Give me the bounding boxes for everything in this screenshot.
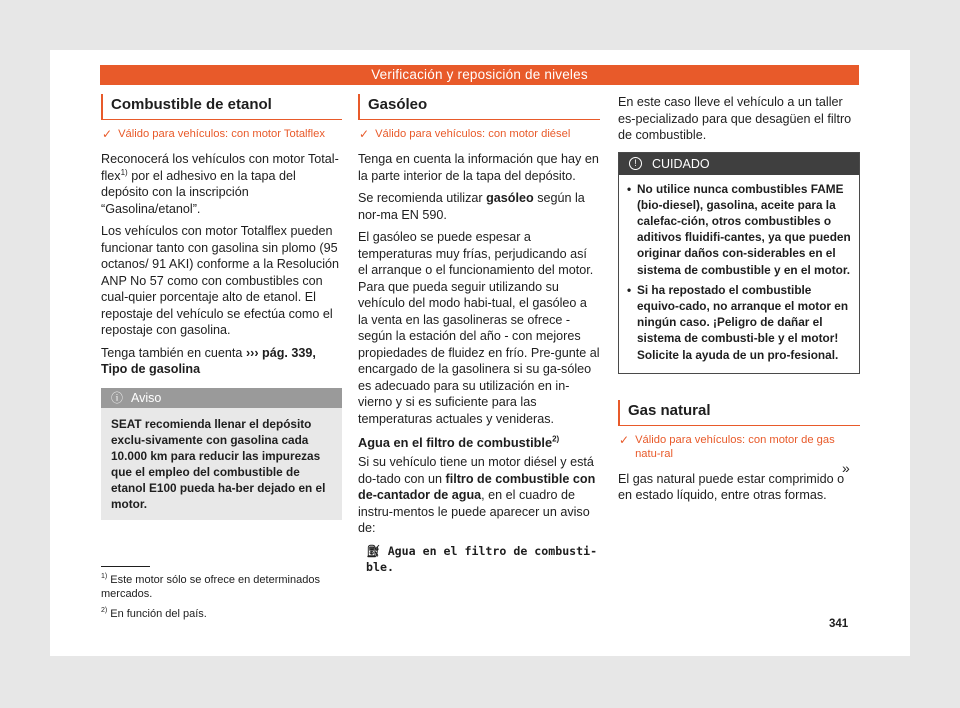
- notice-body: SEAT recomienda llenar el depósito exclu-sivamente con gasolina cada 10.000 km para reducir las impurezas que el empleo del combustible de etanol E100 pueda ha-ber dejado en el motor.: [111, 416, 326, 511]
- paragraph: Se recomienda utilizar gasóleo según la nor-ma EN 590.: [358, 191, 585, 222]
- footnote-divider: [101, 566, 150, 567]
- paragraph: Reconocerá los vehículos con motor Total-flex$^{1)}$ por el adhesivo en la tapa del depósito con la inscripción “Gasolina/etanol”.: [101, 152, 339, 216]
- section-title-gasoleo: Gasóleo: [358, 94, 600, 120]
- paragraph: El gas natural puede estar comprimido o en estado líquido, entre otras formas.: [618, 471, 845, 503]
- caution-header: [619, 153, 859, 175]
- validity-note: [358, 127, 600, 141]
- checkmark-icon: ✓: [102, 127, 113, 141]
- instrument-message: [366, 543, 600, 575]
- validity-note: [618, 433, 860, 461]
- checkmark-icon: ✓: [619, 432, 630, 447]
- caution-icon: !: [629, 157, 642, 170]
- instrument-message-text: Agua en el filtro de combusti-ble.: [366, 543, 598, 574]
- validity-note: [101, 127, 342, 141]
- info-icon: ⓘ: [111, 390, 124, 405]
- column-right: [618, 94, 860, 510]
- column-etanol: [101, 94, 342, 520]
- paragraph: El gasóleo se puede espesar a temperaturas muy frías, perjudicando así el arranque o el funcionamiento del motor. Para que pueda seguir utilizando su vehículo del modo habi-tual, el gasóleo a la venta en las gasolineras se ofrece - según la estación del año - con mejores propiedades de fluidez en frío. Pre-gunte al encargado de la gasolinera si su ga-sóleo es adecuado para su utilización en in-vierno y si es suficiente para las temperaturas actuales y venideras.: [358, 230, 600, 426]
- caution-title: CUIDADO: [652, 156, 710, 171]
- validity-text: Válido para vehículos: con motor de gas natu-ral: [635, 433, 835, 460]
- caution-box: [618, 152, 860, 374]
- fuel-filter-water-icon: ⛽︎: [366, 543, 381, 558]
- section-title-etanol: Combustible de etanol: [101, 94, 342, 120]
- page-reference-link[interactable]: ››› pág. 339, Tipo de gasolina: [101, 345, 316, 376]
- notice-header: [101, 388, 342, 408]
- column-gasoleo: [358, 94, 600, 575]
- caution-item: • No utilice nunca combustibles FAME (bio-diesel), gasolina, aceite para la calefac-ción, otros combustibles o aditivos fluidifi-cantes, ya que pueden originar daños con-siderables en el sistema de combustible y en el motor.: [627, 181, 851, 278]
- manual-page: [50, 50, 910, 656]
- caution-list: [619, 175, 859, 373]
- caution-item: • Si ha repostado el combustible equivo-cado, no arranque el motor en ningún caso. ¡Peligro de dañar el sistema de combusti-ble y el motor! Solicite la ayuda de un pro-fesional.: [627, 282, 851, 363]
- paragraph: En este caso lleve el vehículo a un taller es-pecializado para que desagüen el filtro de combustible.: [618, 95, 852, 142]
- footnotes: [101, 566, 342, 627]
- validity-text: Válido para vehículos: con motor diésel: [375, 128, 571, 140]
- subheading-water-filter: Agua en el filtro de combustible$^{2)}$: [358, 434, 560, 450]
- notice-title: Aviso: [131, 390, 162, 405]
- footnote: $^{1)}$ Este motor sólo se ofrece en determinados mercados.: [101, 573, 320, 600]
- continue-arrow-icon: »: [842, 460, 850, 476]
- paragraph: Tenga también en cuenta ››› pág. 339, Tipo de gasolina: [101, 345, 316, 376]
- footnote-ref: 1): [120, 167, 128, 177]
- checkmark-icon: ✓: [359, 127, 370, 141]
- page-number: 341: [829, 618, 849, 630]
- paragraph: Los vehículos con motor Totalflex pueden funcionar tanto con gasolina sin plomo (95 octanos/ 91 AKI) conforme a la Resolución ANP No 57 como con combustibles con cual-quier porcentaje alto de etanol. El repostaje del vehículo se efectúa como el repostaje con gasolina.: [101, 224, 340, 337]
- chapter-header: Verificación y reposición de niveles: [100, 65, 859, 85]
- section-title-gas-natural: Gas natural: [618, 400, 860, 426]
- footnote: $^{2)}$ En función del país.: [101, 607, 207, 620]
- notice-box: [101, 388, 342, 520]
- paragraph: Tenga en cuenta la información que hay en la parte interior de la tapa del depósito.: [358, 152, 599, 183]
- paragraph: Si su vehículo tiene un motor diésel y está do-tado con un filtro de combustible con de-cantador de agua, en el cuadro de instru-mentos le puede aparecer un aviso de:: [358, 455, 596, 535]
- validity-text: Válido para vehículos: con motor Totalflex: [118, 128, 325, 140]
- footnote-ref: 2): [552, 434, 560, 444]
